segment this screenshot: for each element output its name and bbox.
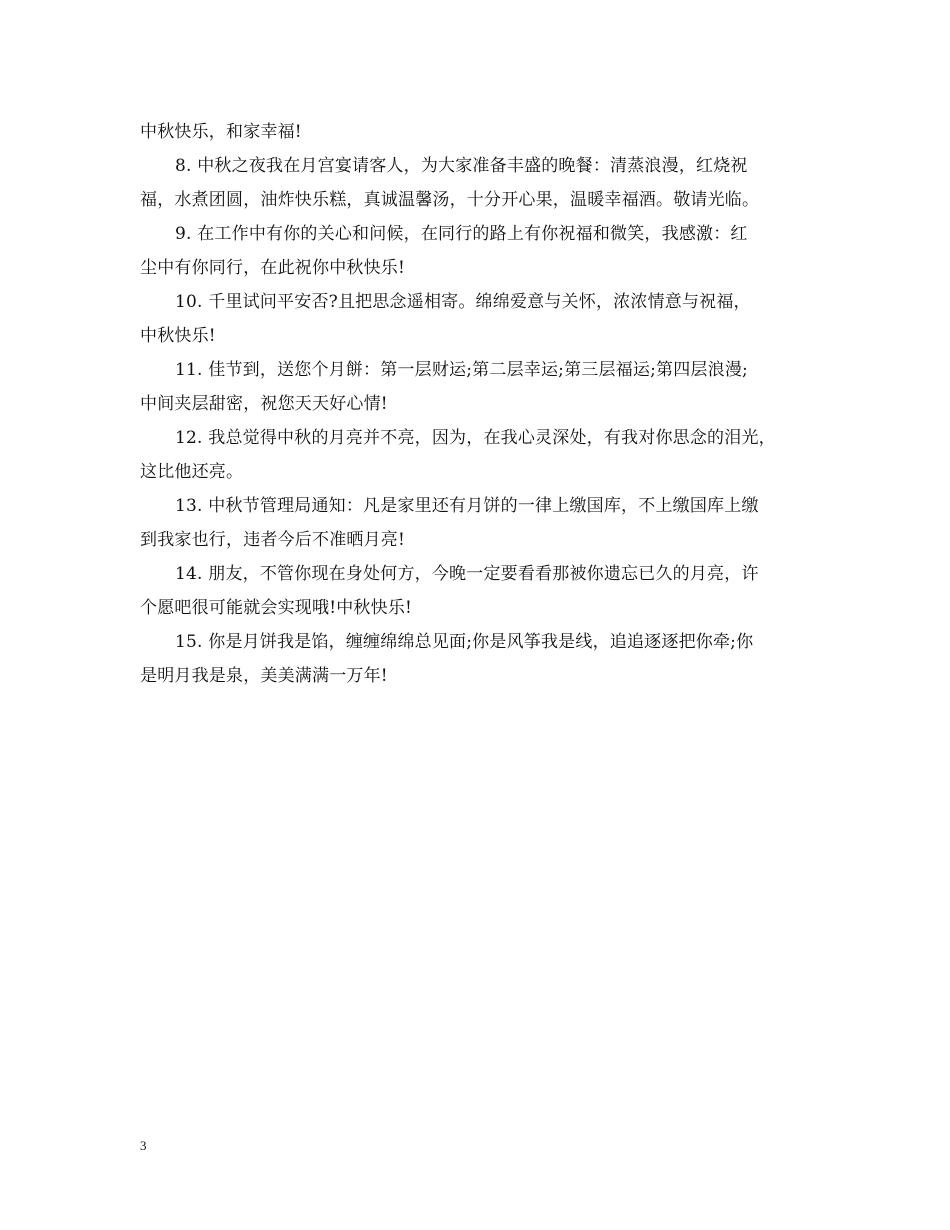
text-line: 福，水煮团圆，油炸快乐糕，真诚温馨汤，十分开心果，温暖幸福酒。敬请光临。 — [140, 190, 760, 210]
text-line: 个愿吧很可能就会实现哦!中秋快乐! — [140, 598, 413, 618]
text-line: 9. 在工作中有你的关心和问候，在同行的路上有你祝福和微笑，我感激：红 — [175, 224, 748, 244]
text-line: 中秋快乐，和家幸福! — [140, 122, 302, 142]
text-line: 13. 中秋节管理局通知：凡是家里还有月饼的一律上缴国库，不上缴国库上缴 — [175, 496, 759, 516]
text-line: 11. 佳节到，送您个月餅：第一层财运;第二层幸运;第三层福运;第四层浪漫; — [175, 360, 748, 380]
text-line: 10. 千里试问平安否?且把思念遥相寄。绵绵爱意与关怀，浓浓情意与祝福， — [175, 292, 751, 312]
text-line: 14. 朋友，不管你现在身处何方，今晚一定要看看那被你遗忘已久的月亮，许 — [175, 564, 759, 584]
text-line: 是明月我是泉，美美满满一万年! — [140, 666, 388, 686]
text-line: 中间夹层甜密，祝您天天好心情! — [140, 394, 388, 414]
text-line: 15. 你是月饼我是馅，缠缠绵绵总见面;你是风筝我是线，追追逐逐把你牵;你 — [175, 632, 754, 652]
text-line: 到我家也行，违者今后不准晒月亮! — [140, 530, 406, 550]
document-body — [140, 115, 812, 693]
text-line: 尘中有你同行，在此祝你中秋快乐! — [140, 258, 406, 278]
text-line: 这比他还亮。 — [140, 462, 244, 482]
page-number: 3 — [140, 1138, 147, 1153]
text-line: 8. 中秋之夜我在月宫宴请客人，为大家准备丰盛的晚餐：清蒸浪漫，红烧祝 — [175, 156, 748, 176]
text-line: 中秋快乐! — [140, 326, 216, 346]
text-line: 12. 我总觉得中秋的月亮并不亮，因为，在我心灵深处，有我对你思念的泪光， — [175, 428, 776, 448]
